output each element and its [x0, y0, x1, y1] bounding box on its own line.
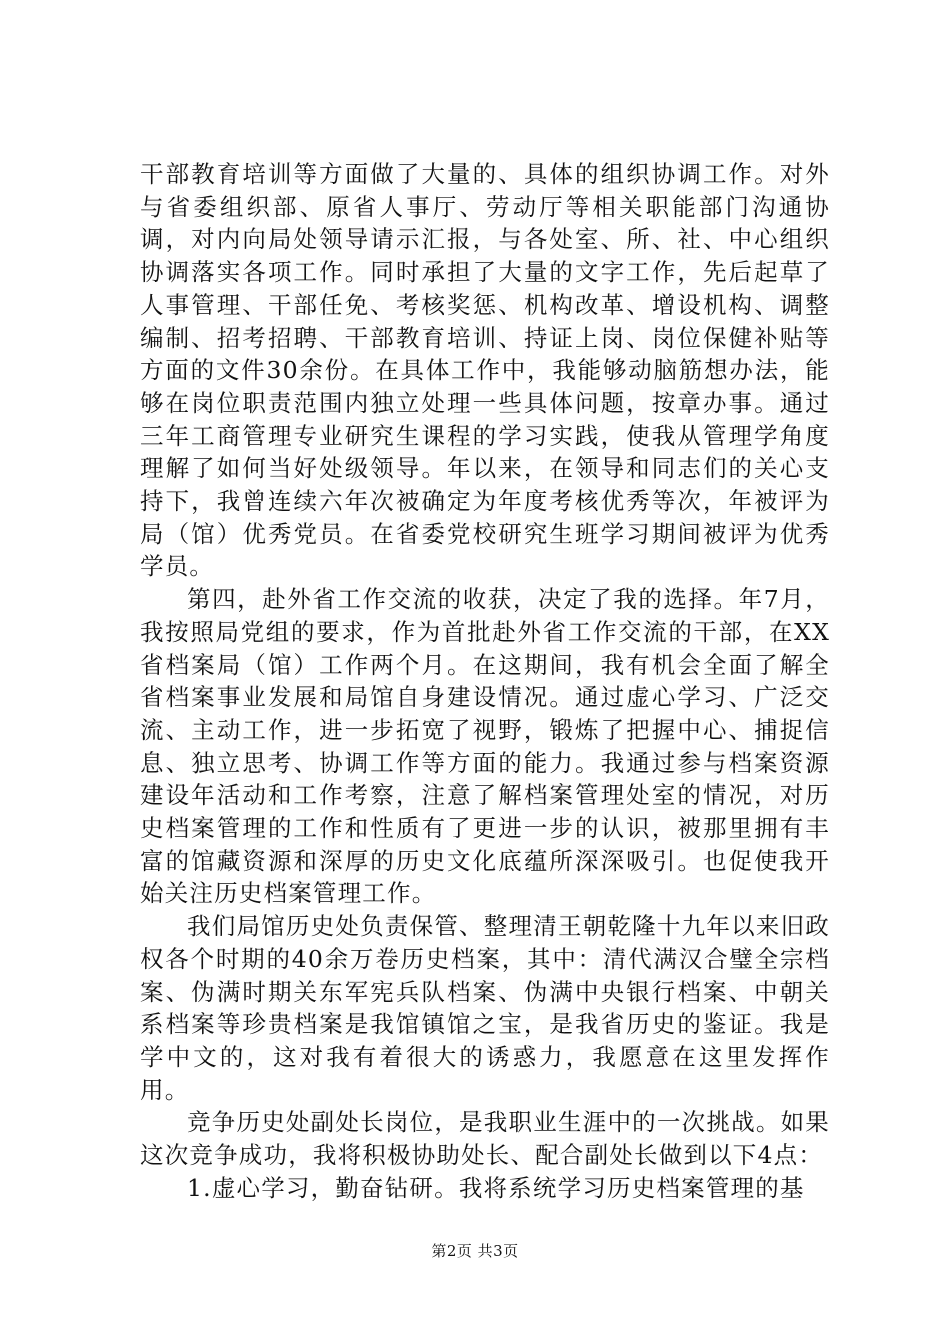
paragraph-history-archives: 我们局馆历史处负责保管、整理清王朝乾隆十九年以来旧政权各个时期的40余万卷历史档案，其中：清代满汉合璧全宗档案、伪满时期关东军宪兵队档案、伪满中央银行档案、中朝关系档案等珍贵档案是我馆镇馆之宝，是我省历史的鉴证。我是学中文的，这对我有着很大的诱惑力，我愿意在这里发挥作用。 [140, 912, 830, 1104]
page-footer [0, 1241, 950, 1261]
paragraph-fourth-point: 第四，赴外省工作交流的收获，决定了我的选择。年7月，我按照局党组的要求，作为首批赴外省工作交流的干部，在XX省档案局（馆）工作两个月。在这期间，我有机会全面了解全省档案事业发展和局馆自身建设情况。通过虚心学习、广泛交流、主动工作，进一步拓宽了视野，锻炼了把握中心、捕捉信息、独立思考、协调工作等方面的能力。我通过参与档案资源建设年活动和工作考察，注意了解档案管理处室的情况，对历史档案管理的工作和性质有了更进一步的认识，被那里拥有丰富的馆藏资源和深厚的历史文化底蕴所深深吸引。也促使我开始关注历史档案管理工作。 [140, 585, 830, 908]
document-body [140, 158, 830, 1205]
paragraph-competition: 竞争历史处副处长岗位，是我职业生涯中的一次挑战。如果这次竞争成功，我将积极协助处长、配合副处长做到以下4点： [140, 1108, 830, 1170]
page-number-label: 第2页 共3页 [431, 1242, 519, 1260]
paragraph-item-1: 1.虚心学习，勤奋钻研。我将系统学习历史档案管理的基 [187, 1173, 805, 1202]
paragraph-continuation: 干部教育培训等方面做了大量的、具体的组织协调工作。对外与省委组织部、原省人事厅、劳动厅等相关职能部门沟通协调，对内向局处领导请示汇报，与各处室、所、社、中心组织协调落实各项工作。同时承担了大量的文字工作，先后起草了人事管理、干部任免、考核奖惩、机构改革、增设机构、调整编制、招考招聘、干部教育培训、持证上岗、岗位保健补贴等方面的文件30余份。在具体工作中，我能够动脑筋想办法，能够在岗位职责范围内独立处理一些具体问题，按章办事。通过三年工商管理专业研究生课程的学习实践，使我从管理学角度理解了如何当好处级领导。年以来，在领导和同志们的关心支持下，我曾连续六年次被确定为年度考核优秀等次，年被评为局（馆）优秀党员。在省委党校研究生班学习期间被评为优秀学员。 [140, 160, 830, 581]
